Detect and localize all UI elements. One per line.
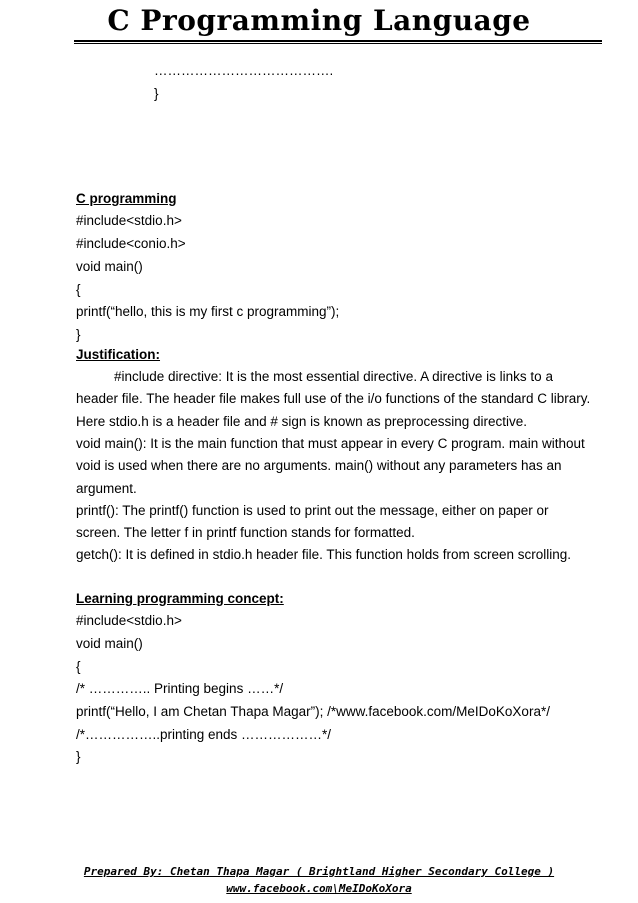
header-rule-thick — [74, 40, 602, 42]
paragraph-text: void main(): It is the main function that must appear in every C program. main without void is used when there are no arguments. main() without any parameters has an argument. — [76, 436, 585, 496]
justification-paragraph — [76, 366, 596, 433]
page-title: C Programming Language — [107, 4, 531, 37]
footer-link[interactable]: www.facebook.com\MeIDoKoXora — [226, 882, 412, 895]
code-line: /* ………….. Printing begins ……*/ — [76, 681, 284, 696]
code-line: { — [76, 659, 81, 674]
code-line: void main() — [76, 636, 143, 651]
code-line: printf(“hello, this is my first c programming”); — [76, 304, 340, 319]
closing-brace: } — [154, 86, 159, 101]
code-line: #include<conio.h> — [76, 236, 186, 251]
section-heading-c-programming: C programming — [76, 191, 177, 206]
code-line: { — [76, 282, 81, 297]
ellipsis-line: …………………………………. — [154, 63, 334, 78]
code-line: #include<stdio.h> — [76, 213, 182, 228]
code-line: #include<stdio.h> — [76, 613, 182, 628]
justification-paragraph — [76, 500, 596, 545]
paragraph-text: getch(): It is defined in stdio.h header file. This function holds from screen scrolling. — [76, 547, 571, 562]
code-line: printf(“Hello, I am Chetan Thapa Magar”); /*www.facebook.com/MeIDoKoXora*/ — [76, 704, 550, 719]
header-rule-thin — [74, 43, 602, 44]
code-line: } — [76, 749, 81, 764]
code-line: } — [76, 327, 81, 342]
section-heading-learning-concept: Learning programming concept: — [76, 591, 284, 606]
section-heading-justification: Justification: — [76, 347, 161, 362]
justification-paragraph — [76, 544, 596, 566]
paragraph-text: printf(): The printf() function is used to print out the message, either on paper or screen. The letter f in printf function stands for formatted. — [76, 503, 549, 541]
code-line: /*……………..printing ends ………………*/ — [76, 727, 332, 742]
paragraph-text: #include directive: It is the most essential directive. A directive is links to a header file. The header file makes full use of the i/o functions of the standard C library. Here stdio.h is a header file and # sign is known as preprocessing directive. — [76, 369, 591, 429]
code-line: void main() — [76, 259, 143, 274]
footer-credit: Prepared By: Chetan Thapa Magar ( Brightland Higher Secondary College ) — [83, 865, 555, 878]
justification-paragraph — [76, 433, 596, 500]
